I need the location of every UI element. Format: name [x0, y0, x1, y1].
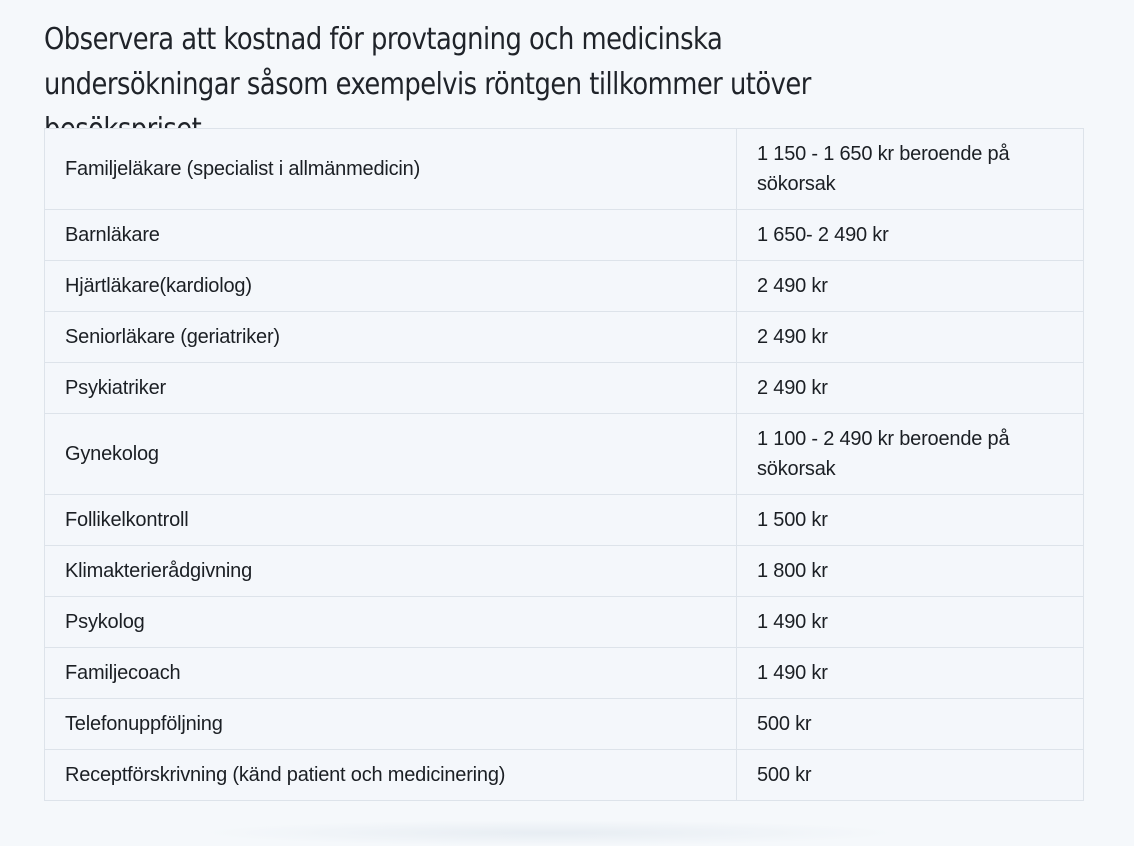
price-cell: 1 490 kr [737, 648, 1084, 699]
table-row [45, 648, 1084, 699]
table-row [45, 129, 1084, 210]
price-cell: 2 490 kr [737, 261, 1084, 312]
service-cell: Gynekolog [45, 414, 737, 495]
price-cell: 1 490 kr [737, 597, 1084, 648]
table-row [45, 750, 1084, 801]
service-cell: Receptförskrivning (känd patient och medicinering) [45, 750, 737, 801]
service-cell: Telefonuppföljning [45, 699, 737, 750]
service-cell: Familjecoach [45, 648, 737, 699]
service-cell: Psykolog [45, 597, 737, 648]
table-row [45, 495, 1084, 546]
table-row [45, 312, 1084, 363]
price-cell: 500 kr [737, 750, 1084, 801]
table-row [45, 546, 1084, 597]
table-row [45, 597, 1084, 648]
price-cell: 1 800 kr [737, 546, 1084, 597]
price-cell: 500 kr [737, 699, 1084, 750]
service-cell: Klimakterierådgivning [45, 546, 737, 597]
table-row [45, 210, 1084, 261]
service-cell: Follikelkontroll [45, 495, 737, 546]
price-cell: 2 490 kr [737, 363, 1084, 414]
service-cell: Barnläkare [45, 210, 737, 261]
price-cell: 1 100 - 2 490 kr beroende på sökorsak [737, 414, 1084, 495]
table-row [45, 699, 1084, 750]
service-cell: Psykiatriker [45, 363, 737, 414]
price-cell: 1 650- 2 490 kr [737, 210, 1084, 261]
service-cell: Hjärtläkare(kardiolog) [45, 261, 737, 312]
intro-text: Observera att kostnad för provtagning och medicinska undersökningar såsom exempelvis röntgen tillkommer utöver [44, 22, 811, 102]
bottom-shadow [200, 820, 900, 846]
table-row [45, 414, 1084, 495]
price-table [44, 128, 1084, 801]
service-cell: Seniorläkare (geriatriker) [45, 312, 737, 363]
table-row [45, 363, 1084, 414]
service-cell: Familjeläkare (specialist i allmänmedicin) [45, 129, 737, 210]
price-cell: 2 490 kr [737, 312, 1084, 363]
price-cell: 1 500 kr [737, 495, 1084, 546]
price-cell: 1 150 - 1 650 kr beroende på sökorsak [737, 129, 1084, 210]
table-row [45, 261, 1084, 312]
